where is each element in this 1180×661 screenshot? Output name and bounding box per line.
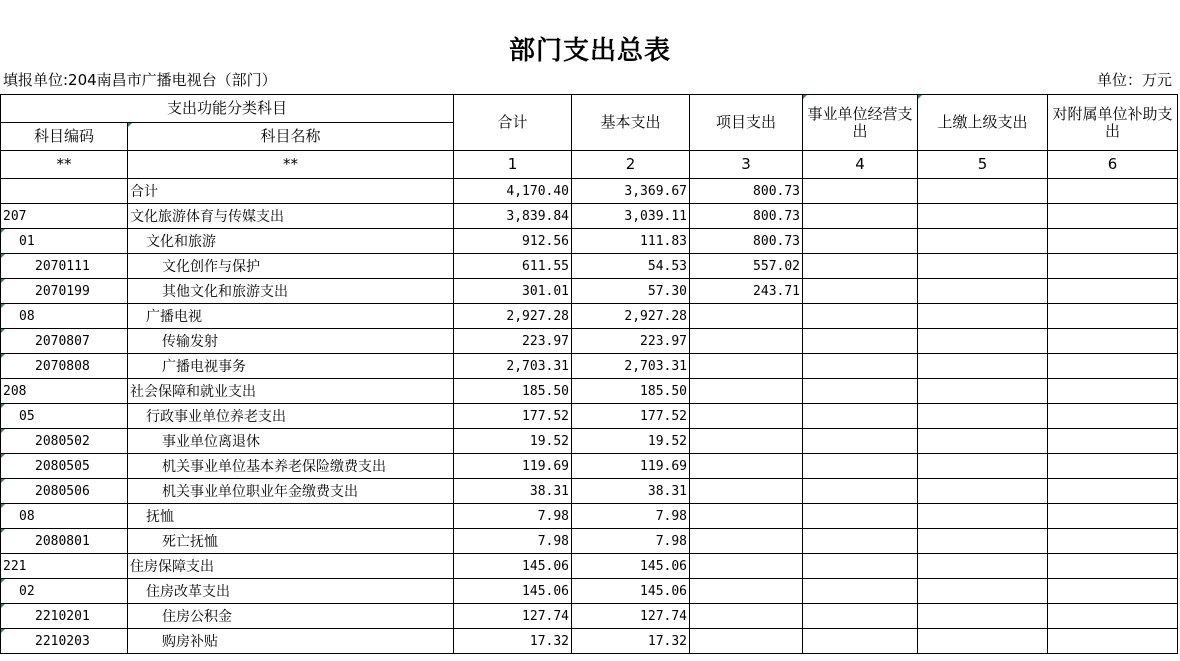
cell-total: 223.97 [454,329,572,354]
cell-name: 广播电视 [128,304,454,329]
table-row [1,254,1178,279]
cell-basic: 7.98 [572,529,690,554]
cell-subsidy [1048,204,1178,229]
cell-name: 社会保障和就业支出 [128,379,454,404]
cell-basic: 145.06 [572,579,690,604]
cell-upper [918,454,1048,479]
table-row [1,429,1178,454]
cell-code: 08 [1,504,128,529]
table-row [1,604,1178,629]
cell-basic: 111.83 [572,229,690,254]
reporting-unit: 填报单位:204南昌市广播电视台（部门） [3,71,277,89]
cell-project: 243.71 [690,279,803,304]
cell-code: 2070199 [1,279,128,304]
cell-name: 住房公积金 [128,604,454,629]
header-col-5: 5 [918,151,1048,179]
cell-total: 7.98 [454,504,572,529]
cell-basic: 7.98 [572,504,690,529]
cell-code: 2070807 [1,329,128,354]
cell-name: 行政事业单位养老支出 [128,404,454,429]
header-upper: 上缴上级支出 [918,95,1048,151]
cell-total: 7.98 [454,529,572,554]
header-col-2: 2 [572,151,690,179]
cell-total: 127.74 [454,604,572,629]
table-row [1,629,1178,654]
cell-name: 住房改革支出 [128,579,454,604]
cell-name: 住房保障支出 [128,554,454,579]
cell-project [690,379,803,404]
cell-project [690,479,803,504]
cell-business [803,304,918,329]
cell-business [803,354,918,379]
cell-business [803,254,918,279]
cell-upper [918,254,1048,279]
cell-project [690,629,803,654]
cell-business [803,429,918,454]
cell-project: 800.73 [690,229,803,254]
cell-total: 2,703.31 [454,354,572,379]
cell-subsidy [1048,504,1178,529]
cell-business [803,329,918,354]
cell-upper [918,329,1048,354]
cell-code: 207 [1,204,128,229]
cell-business [803,554,918,579]
cell-subsidy [1048,529,1178,554]
cell-upper [918,479,1048,504]
header-project: 项目支出 [690,95,803,151]
cell-project: 800.73 [690,204,803,229]
cell-code: 2080505 [1,454,128,479]
header-star-name: ** [128,151,454,179]
cell-basic: 17.32 [572,629,690,654]
cell-name: 抚恤 [128,504,454,529]
header-col-1: 1 [454,151,572,179]
header-star-code: ** [1,151,128,179]
header-name: 科目名称 [128,123,454,151]
cell-upper [918,579,1048,604]
cell-total: 185.50 [454,379,572,404]
header-total: 合计 [454,95,572,151]
cell-basic: 119.69 [572,454,690,479]
cell-project [690,404,803,429]
header-function-group: 支出功能分类科目 [1,95,454,123]
cell-upper [918,204,1048,229]
cell-name: 文化创作与保护 [128,254,454,279]
cell-basic: 2,927.28 [572,304,690,329]
cell-project [690,429,803,454]
cell-subsidy [1048,629,1178,654]
table-row [1,329,1178,354]
cell-total: 611.55 [454,254,572,279]
table-row [1,504,1178,529]
cell-total: 177.52 [454,404,572,429]
cell-total: 119.69 [454,454,572,479]
cell-name: 事业单位离退休 [128,429,454,454]
cell-project: 557.02 [690,254,803,279]
cell-total: 19.52 [454,429,572,454]
cell-project [690,604,803,629]
cell-basic: 57.30 [572,279,690,304]
cell-basic: 223.97 [572,329,690,354]
cell-name: 文化旅游体育与传媒支出 [128,204,454,229]
cell-total: 2,927.28 [454,304,572,329]
cell-project [690,304,803,329]
header-subsidy: 对附属单位补助支出 [1048,95,1178,151]
cell-code: 2080506 [1,479,128,504]
cell-subsidy [1048,179,1178,204]
table-row [1,304,1178,329]
cell-subsidy [1048,229,1178,254]
cell-business [803,479,918,504]
cell-subsidy [1048,554,1178,579]
cell-business [803,504,918,529]
expenditure-table [0,94,1178,654]
cell-project [690,329,803,354]
cell-upper [918,304,1048,329]
currency-unit: 单位：万元 [1096,71,1172,89]
cell-basic: 3,369.67 [572,179,690,204]
cell-upper [918,529,1048,554]
cell-name: 文化和旅游 [128,229,454,254]
cell-name: 机关事业单位职业年金缴费支出 [128,479,454,504]
cell-upper [918,354,1048,379]
cell-subsidy [1048,579,1178,604]
header-col-6: 6 [1048,151,1178,179]
cell-subsidy [1048,254,1178,279]
table-row [1,354,1178,379]
cell-business [803,404,918,429]
header-col-4: 4 [803,151,918,179]
cell-code: 208 [1,379,128,404]
cell-subsidy [1048,304,1178,329]
cell-code: 2080801 [1,529,128,554]
cell-project [690,554,803,579]
cell-subsidy [1048,379,1178,404]
table-row [1,279,1178,304]
table-row [1,579,1178,604]
table-row [1,204,1178,229]
cell-upper [918,179,1048,204]
cell-upper [918,229,1048,254]
cell-business [803,454,918,479]
cell-business [803,529,918,554]
cell-name: 死亡抚恤 [128,529,454,554]
cell-total: 38.31 [454,479,572,504]
table-row [1,379,1178,404]
cell-upper [918,404,1048,429]
cell-basic: 127.74 [572,604,690,629]
cell-upper [918,629,1048,654]
cell-code: 01 [1,229,128,254]
cell-project [690,579,803,604]
cell-subsidy [1048,354,1178,379]
table-row [1,229,1178,254]
cell-basic: 3,039.11 [572,204,690,229]
cell-total: 301.01 [454,279,572,304]
cell-total: 4,170.40 [454,179,572,204]
cell-business [803,204,918,229]
cell-upper [918,279,1048,304]
cell-code: 2080502 [1,429,128,454]
table-row [1,179,1178,204]
table-row [1,479,1178,504]
cell-subsidy [1048,429,1178,454]
table-row [1,554,1178,579]
cell-subsidy [1048,279,1178,304]
cell-project [690,354,803,379]
cell-business [803,629,918,654]
cell-total: 17.32 [454,629,572,654]
cell-project [690,504,803,529]
cell-basic: 19.52 [572,429,690,454]
table-row [1,454,1178,479]
cell-business [803,229,918,254]
cell-name: 合计 [128,179,454,204]
cell-code: 05 [1,404,128,429]
cell-name: 机关事业单位基本养老保险缴费支出 [128,454,454,479]
cell-project [690,454,803,479]
cell-code [1,179,128,204]
table-row [1,404,1178,429]
cell-subsidy [1048,479,1178,504]
header-code: 科目编码 [1,123,128,151]
cell-project [690,529,803,554]
cell-subsidy [1048,404,1178,429]
cell-basic: 2,703.31 [572,354,690,379]
cell-code: 2070111 [1,254,128,279]
cell-subsidy [1048,329,1178,354]
cell-business [803,179,918,204]
cell-upper [918,379,1048,404]
cell-total: 912.56 [454,229,572,254]
cell-basic: 145.06 [572,554,690,579]
cell-basic: 185.50 [572,379,690,404]
header-basic: 基本支出 [572,95,690,151]
cell-basic: 54.53 [572,254,690,279]
cell-code: 2070808 [1,354,128,379]
cell-code: 02 [1,579,128,604]
cell-business [803,379,918,404]
cell-name: 传输发射 [128,329,454,354]
header-business: 事业单位经营支出 [803,95,918,151]
cell-upper [918,504,1048,529]
cell-code: 08 [1,304,128,329]
cell-total: 3,839.84 [454,204,572,229]
cell-upper [918,604,1048,629]
cell-code: 2210201 [1,604,128,629]
cell-upper [918,554,1048,579]
cell-business [803,604,918,629]
cell-business [803,279,918,304]
cell-name: 其他文化和旅游支出 [128,279,454,304]
cell-business [803,579,918,604]
cell-code: 2210203 [1,629,128,654]
cell-code: 221 [1,554,128,579]
cell-basic: 177.52 [572,404,690,429]
cell-subsidy [1048,454,1178,479]
cell-upper [918,429,1048,454]
cell-total: 145.06 [454,554,572,579]
cell-subsidy [1048,604,1178,629]
table-row [1,529,1178,554]
cell-basic: 38.31 [572,479,690,504]
page-title: 部门支出总表 [508,36,671,66]
header-col-3: 3 [690,151,803,179]
cell-name: 购房补贴 [128,629,454,654]
cell-project: 800.73 [690,179,803,204]
cell-total: 145.06 [454,579,572,604]
cell-name: 广播电视事务 [128,354,454,379]
